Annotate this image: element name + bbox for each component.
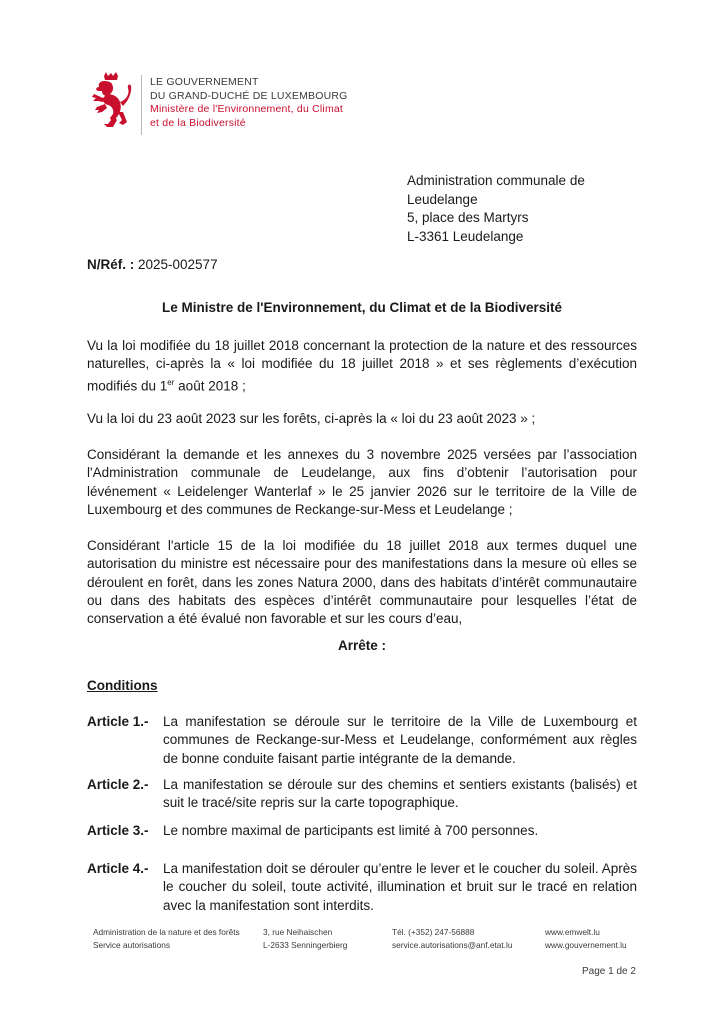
- footer-link-gouvernement[interactable]: www.gouvernement.lu: [545, 939, 627, 950]
- paragraph-4: Considérant l'article 15 de la loi modifiée du 18 juillet 2018 aux termes duquel une autorisation du ministre est nécessaire pour des manifestations dans la mesure où elles se déroulent en forêt, dans les zones Natura 2000, dans des habitats d’intérêt communautaire ou dans des habitats des espèces d’intérêt communautaire pour lesquelles l’état de conservation a été évalué non favorable et sur les cours d’eau,: [87, 538, 637, 627]
- article-1: [87, 713, 637, 768]
- reference: [87, 257, 218, 272]
- footer-service: Service autorisations: [93, 939, 171, 950]
- recipient-address: [407, 172, 585, 246]
- paragraph-2: Vu la loi du 23 août 2023 sur les forêts, ci-après la « loi du 23 août 2023 » ;: [87, 411, 536, 426]
- page-number: Page 1 de 2: [582, 966, 636, 977]
- gov-line-1: LE GOUVERNEMENT: [150, 76, 259, 88]
- gov-line-2: DU GRAND-DUCHÉ DE LUXEMBOURG: [150, 89, 348, 102]
- address-line-2: Leudelange: [407, 191, 478, 207]
- address-line-4: L-3361 Leudelange: [407, 228, 524, 244]
- article-1-label: Article 1.-: [87, 714, 149, 729]
- logo-divider: [141, 75, 142, 135]
- footer-street: 3, rue Neihaischen: [263, 927, 333, 937]
- address-line-3: 5, place des Martyrs: [407, 210, 529, 225]
- government-header: [150, 76, 348, 130]
- article-3: [87, 822, 637, 840]
- paragraph-1-end: août 2018 ;: [174, 378, 246, 394]
- document-title: Le Ministre de l'Environnement, du Climat et de la Biodiversité: [161, 300, 563, 315]
- footer-phone: Tél. (+352) 247-56888: [392, 927, 475, 937]
- footer-city: L-2633 Senningerbierg: [263, 939, 348, 950]
- paragraph-1-sup: er: [167, 377, 175, 387]
- footer-admin-name: Administration de la nature et des forêts: [93, 927, 240, 937]
- address-line-1: Administration communale de: [407, 173, 585, 188]
- paragraph-1-text: Vu la loi modifiée du 18 juillet 2018 concernant la protection de la nature et des ressources naturelles, ci-après la « loi modifiée du 18 juillet 2018 » et ses règlements d’exécution modifiés du 1: [87, 338, 637, 394]
- article-4-text: La manifestation doit se dérouler qu’entre le lever et le coucher du soleil. Après le coucher du soleil, toute activité, illumination et bruit sur le tracé en relation avec la manifestation sont interdits.: [163, 861, 637, 913]
- footer-link-emwelt[interactable]: www.emwelt.lu: [545, 927, 600, 937]
- article-3-label: Article 3.-: [87, 823, 149, 838]
- article-4-label: Article 4.-: [87, 861, 149, 876]
- ministry-line-1: Ministère de l'Environnement, du Climat: [150, 103, 344, 115]
- reference-label: N/Réf. :: [87, 257, 135, 272]
- footer-websites: [545, 926, 627, 951]
- footer-administration: [93, 926, 240, 951]
- paragraph-1: [87, 337, 637, 395]
- arrete-heading: Arrête :: [337, 638, 386, 653]
- reference-value: 2025-002577: [134, 257, 218, 272]
- article-2: [87, 776, 637, 813]
- paragraph-3: Considérant la demande et les annexes du 3 novembre 2025 versées par l’association l'Administration communale de Leudelange, aux fins d’obtenir l’autorisation pour lévénement « Leidelenger Wanterlaf » le 25 janvier 2026 sur le territoire de la Ville de Luxembourg et des communes de Reckange-sur-Mess et Leudelange ;: [87, 447, 637, 517]
- footer-address: [263, 926, 347, 951]
- article-2-label: Article 2.-: [87, 777, 149, 792]
- conditions-heading: Conditions: [87, 678, 158, 693]
- footer-contact: [392, 926, 513, 951]
- ministry-line-2: et de la Biodiversité: [150, 116, 246, 129]
- article-2-text: La manifestation se déroule sur des chemins et sentiers existants (balisés) et suit le tracé/site repris sur la carte topographique.: [163, 777, 637, 811]
- footer-email[interactable]: service.autorisations@anf.etat.lu: [392, 939, 513, 950]
- article-3-text: Le nombre maximal de participants est limité à 700 personnes.: [163, 823, 539, 838]
- article-1-text: La manifestation se déroule sur le territoire de la Ville de Luxembourg et communes de Reckange-sur-Mess et Leudelange, conformément aux règles de bonne conduite faisant partie intégrante de la demande.: [163, 714, 637, 766]
- red-lion-icon: [90, 72, 132, 128]
- article-4: [87, 860, 637, 915]
